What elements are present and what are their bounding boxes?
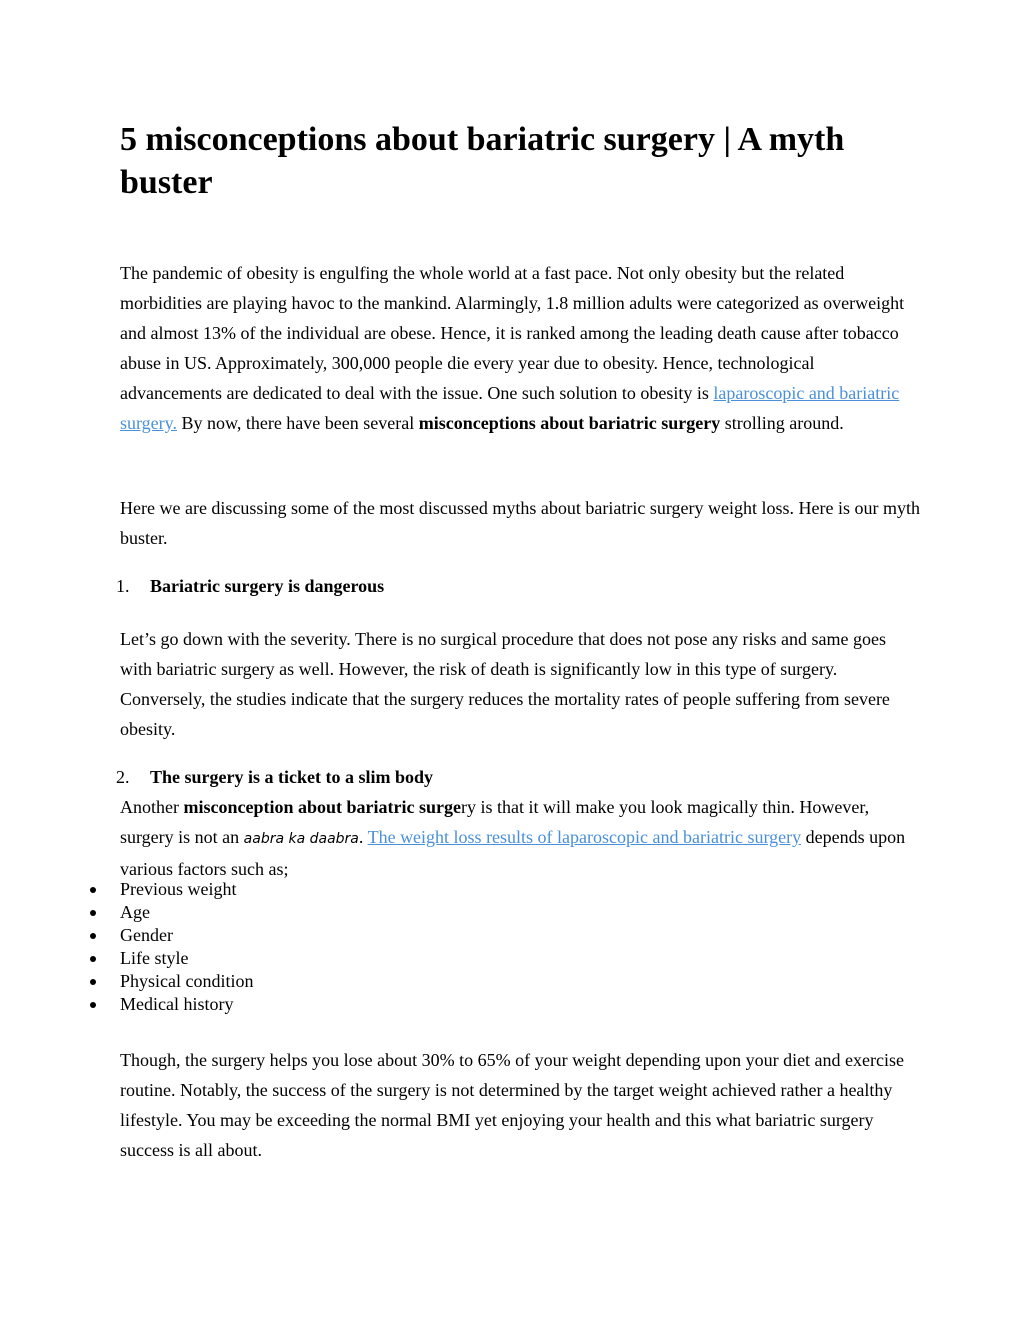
myth1-heading-text: Bariatric surgery is dangerous [150,576,385,596]
myth2-text-end: depends upon various factors such as; [120,827,906,879]
myths-intro-paragraph: Here we are discussing some of the most discussed myths about bariatric surgery weight loss. Here is our myth buster. [120,498,921,548]
myth2-italic-text: aabra ka daabra [243,831,359,847]
myth2-text-mid: ry is that it will make you look magically thin. However, surgery is not an [120,797,870,847]
myth2-heading-text: The surgery is a ticket to a slim body [150,767,433,787]
weight-loss-results-link[interactable]: The weight loss results of laparoscopic and bariatric surgery [367,827,802,847]
factor-label: Life style [120,948,189,968]
myth2-text-period: . [358,827,368,847]
closing-paragraph: Though, the surgery helps you lose about 30% to 65% of your weight depending upon your diet and exercise routine. Notably, the success of the surgery is not determined by the target weight achieved rather a healthy lifestyle. You may be exceeding the normal BMI yet enjoying your health and this what bariatric surgery success is all about. [120,1050,905,1160]
myth2-bold-text: misconception about bariatric surge [183,797,461,817]
intro-bold-text: misconceptions about bariatric surgery [418,413,721,433]
bullet-icon [90,933,96,939]
myth1-number: 1. [116,576,130,596]
intro-text-continued: By now, there have been several [177,413,419,433]
page-title: 5 misconceptions about bariatric surgery | A myth buster [120,121,845,201]
bullet-icon [90,956,96,962]
factor-label: Gender [120,925,173,945]
bullet-icon [90,910,96,916]
factor-label: Previous weight [120,879,237,899]
bullet-icon [90,979,96,985]
myth1-body: Let’s go down with the severity. There is no surgical procedure that does not pose any risks and same goes with bariatric surgery as well. However, the risk of death is significantly low in this type of surgery. Conversely, the studies indicate that the surgery reduces the mortality rates of people suffering from severe obesity. [120,629,890,739]
intro-text-end: strolling around. [720,413,844,433]
myth2-body [120,792,920,884]
myth2-text-start: Another [120,797,184,817]
factor-label: Medical history [120,994,234,1014]
laparoscopic-surgery-link[interactable]: laparoscopic and bariatric surgery. [120,383,900,433]
bullet-icon [90,1002,96,1008]
intro-paragraph [120,258,920,438]
myth1-heading [112,574,384,598]
factor-label: Physical condition [120,971,254,991]
myth2-heading [112,765,433,789]
myth2-number: 2. [116,767,130,787]
factor-label: Age [120,902,150,922]
intro-text: The pandemic of obesity is engulfing the whole world at a fast pace. Not only obesity but the related morbidities are playing havoc to the mankind. Alarmingly, 1.8 million adults were categorized as overweight and almost 13% of the individual are obese. Hence, it is ranked among the leading death cause after tobacco abuse in US. Approximately, 300,000 people die every year due to obesity. Hence, technological advancements are dedicated to deal with the issue. One such solution to obesity is [120,263,905,403]
bullet-icon [90,887,96,893]
